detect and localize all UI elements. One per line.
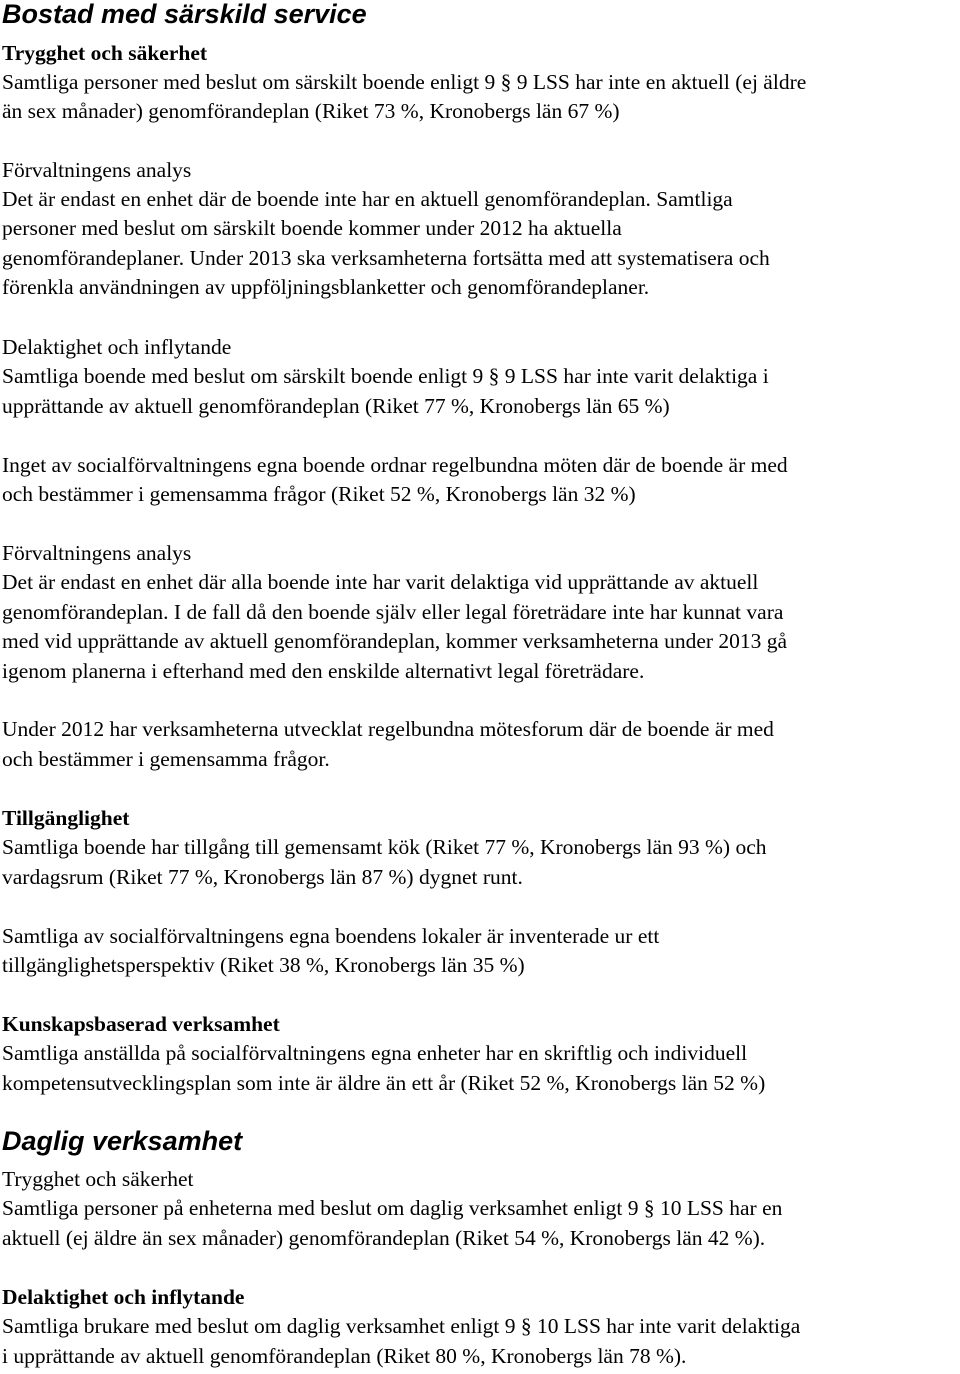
text-line: vardagsrum (Riket 77 %, Kronobergs län 87 %) dygnet runt. xyxy=(2,865,523,889)
heading-kunskapsbaserad: Kunskapsbaserad verksamhet xyxy=(2,1012,280,1036)
text-line: i upprättande av aktuell genomförandeplan (Riket 80 %, Kronobergs län 78 %). xyxy=(2,1344,687,1368)
text-line: igenom planerna i efterhand med den enskilde alternativt legal företrädare. xyxy=(2,659,645,683)
text-line: Samtliga personer med beslut om särskilt boende enligt 9 § 9 LSS har inte en aktuell (ej äldre xyxy=(2,70,807,94)
heading-forvaltningens-analys: Förvaltningens analys xyxy=(2,158,192,182)
text-line: och bestämmer i gemensamma frågor (Riket 52 %, Kronobergs län 32 %) xyxy=(2,482,636,506)
text-line: Det är endast en enhet där de boende inte har en aktuell genomförandeplan. Samtliga xyxy=(2,187,733,211)
text-line: genomförandeplaner. Under 2013 ska verksamheterna fortsätta med att systematisera och xyxy=(2,246,770,270)
heading-trygghet: Trygghet och säkerhet xyxy=(2,41,208,65)
section-title-bostad: Bostad med särskild service xyxy=(2,0,367,29)
text-line: upprättande av aktuell genomförandeplan (Riket 77 %, Kronobergs län 65 %) xyxy=(2,394,670,418)
heading-tillganglighet: Tillgänglighet xyxy=(2,806,130,830)
text-line: personer med beslut om särskilt boende kommer under 2012 ha aktuella xyxy=(2,216,622,240)
text-line: Det är endast en enhet där alla boende inte har varit delaktiga vid upprättande av aktuell xyxy=(2,570,759,594)
text-line: än sex månader) genomförandeplan (Riket 73 %, Kronobergs län 67 %) xyxy=(2,99,620,123)
text-line: Samtliga personer på enheterna med beslut om daglig verksamhet enligt 9 § 10 LSS har en xyxy=(2,1196,783,1220)
text-line: Samtliga av socialförvaltningens egna boendens lokaler är inventerade ur ett xyxy=(2,924,660,948)
section-title-daglig: Daglig verksamhet xyxy=(2,1126,243,1156)
text-line: Samtliga boende har tillgång till gemensamt kök (Riket 77 %, Kronobergs län 93 %) och xyxy=(2,835,767,859)
text-line: kompetensutvecklingsplan som inte är äldre än ett år (Riket 52 %, Kronobergs län 52 %) xyxy=(2,1071,766,1095)
heading-forvaltningens-analys: Förvaltningens analys xyxy=(2,541,192,565)
text-line: Samtliga boende med beslut om särskilt boende enligt 9 § 9 LSS har inte varit delaktiga i xyxy=(2,364,769,388)
text-line: Samtliga brukare med beslut om daglig verksamhet enligt 9 § 10 LSS har inte varit delaktiga xyxy=(2,1314,801,1338)
heading-trygghet: Trygghet och säkerhet xyxy=(2,1167,194,1191)
text-line: förenkla användningen av uppföljningsblanketter och genomförandeplaner. xyxy=(2,275,650,299)
text-line: Under 2012 har verksamheterna utvecklat regelbundna mötesforum där de boende är med xyxy=(2,717,774,741)
text-line: och bestämmer i gemensamma frågor. xyxy=(2,747,330,771)
heading-delaktighet: Delaktighet och inflytande xyxy=(2,1285,245,1309)
text-line: tillgänglighetsperspektiv (Riket 38 %, Kronobergs län 35 %) xyxy=(2,953,525,977)
text-line: genomförandeplan. I de fall då den boende själv eller legal företrädare inte har kunnat vara xyxy=(2,600,784,624)
text-line: Inget av socialförvaltningens egna boende ordnar regelbundna möten där de boende är med xyxy=(2,453,788,477)
text-line: med vid upprättande av aktuell genomförandeplan, kommer verksamheterna under 2013 gå xyxy=(2,629,788,653)
text-line: Samtliga anställda på socialförvaltningens egna enheter har en skriftlig och individuell xyxy=(2,1041,748,1065)
heading-delaktighet: Delaktighet och inflytande xyxy=(2,335,232,359)
text-line: aktuell (ej äldre än sex månader) genomförandeplan (Riket 54 %, Kronobergs län 42 %). xyxy=(2,1226,766,1250)
